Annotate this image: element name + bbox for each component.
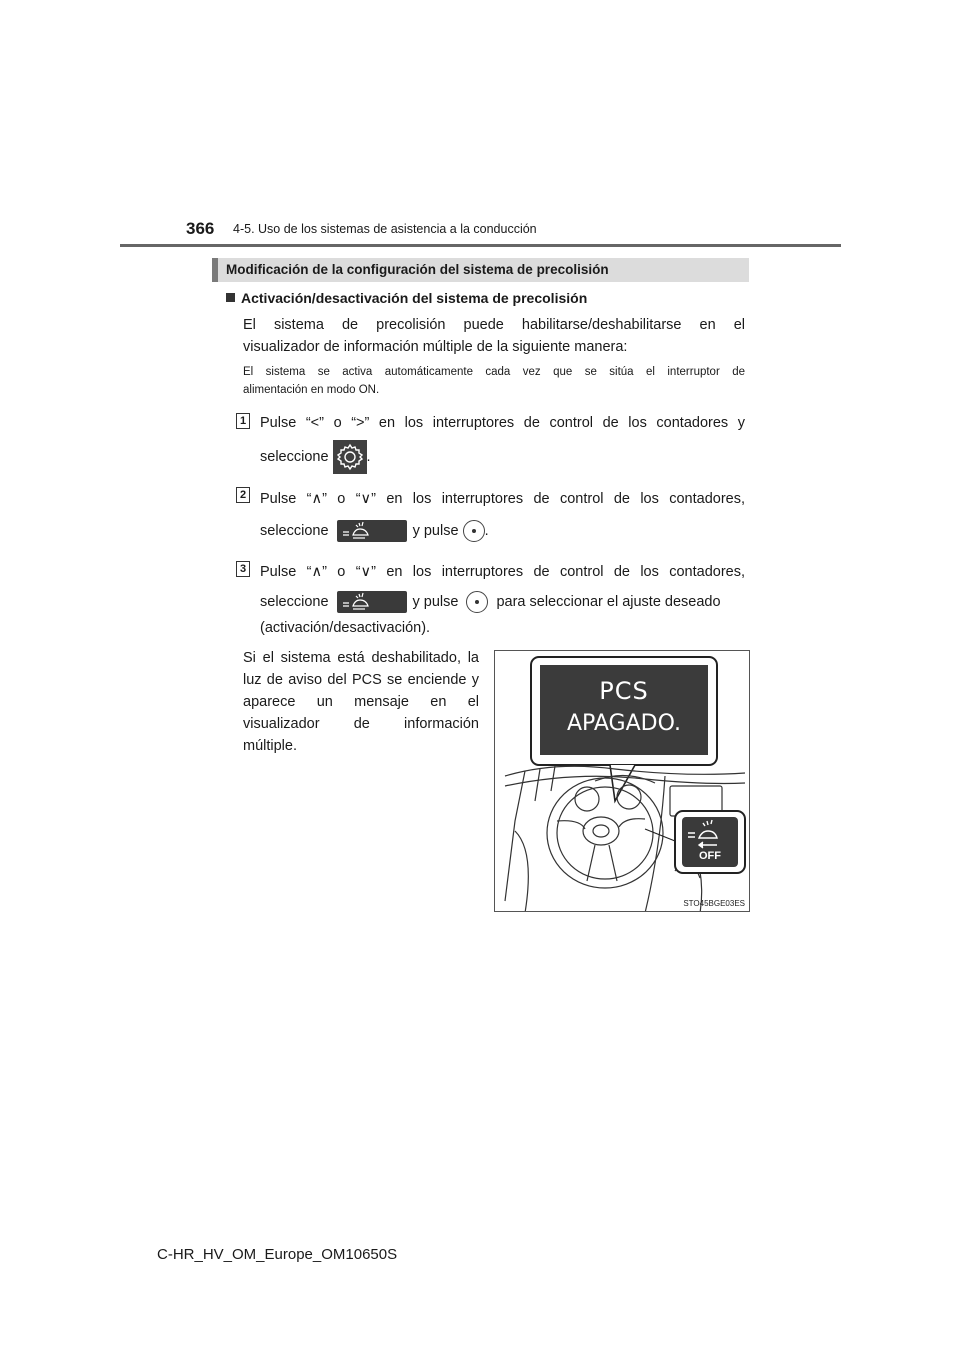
step-3-text: Pulse “∧” o “∨” en los interruptores de control de los contadores, — [260, 564, 745, 580]
step-number-1: 1 — [236, 413, 250, 429]
step-1-line-2 — [260, 440, 745, 474]
step-number-3: 3 — [236, 561, 250, 577]
screen-text-line-2: APAGADO. — [566, 711, 682, 736]
step-3-select-text: seleccione — [260, 594, 329, 610]
pcs-setting-icon — [337, 520, 407, 542]
subsection-title: Activación/desactivación del sistema de precolisión — [241, 290, 588, 306]
header-rule — [120, 244, 841, 247]
square-bullet-icon — [226, 293, 235, 302]
side-text-line-5: múltiple. — [243, 738, 297, 754]
intro-line-2: visualizador de información múltiple de la siguiente manera: — [243, 339, 628, 355]
enter-button-icon — [466, 591, 488, 613]
page-number: 366 — [186, 219, 215, 238]
step-3-line-1 — [260, 561, 745, 583]
step-3-line-2 — [260, 591, 745, 613]
dashboard-illustration — [494, 650, 750, 912]
step-3-press-text: y pulse — [412, 594, 459, 610]
pcs-setting-icon — [337, 591, 407, 613]
section-title: Modificación de la configuración del sistema de precolisión — [226, 262, 609, 277]
pcs-off-label: OFF — [699, 850, 721, 862]
document-id: C-HR_HV_OM_Europe_OM10650S — [157, 1246, 398, 1263]
step-3-line-3: (activación/desactivación). — [260, 620, 431, 636]
chapter-title: 4-5. Uso de los sistemas de asistencia a la conducción — [233, 222, 537, 236]
side-text-line-2: luz de aviso del PCS se enciende y — [243, 672, 479, 688]
settings-gear-icon — [333, 440, 367, 474]
step-2-press-text: y pulse — [412, 523, 459, 539]
step-2-period: . — [484, 523, 489, 539]
step-1-line-1 — [260, 412, 745, 434]
step-2-line-2 — [260, 520, 745, 542]
subsection-heading — [226, 290, 587, 306]
side-text-line-1: Si el sistema está deshabilitado, la — [243, 650, 479, 666]
side-text-line-4: visualizador de información — [243, 716, 479, 732]
enter-button-icon — [463, 520, 485, 542]
figure-code: STO45BGE03ES — [683, 899, 745, 908]
note-line-1: El sistema se activa automáticamente cada vez que se sitúa el interruptor de — [243, 366, 745, 378]
step-2-line-1 — [260, 488, 745, 510]
step-1-select-text: seleccione — [260, 448, 329, 465]
screen-text-line-1: PCS — [599, 677, 649, 705]
step-1-period: . — [366, 448, 371, 465]
step-3-purpose-text: para seleccionar el ajuste deseado — [496, 594, 721, 610]
step-2-text: Pulse “∧” o “∨” en los interruptores de control de los contadores, — [260, 491, 745, 507]
section-heading-bar — [212, 258, 749, 282]
step-1-text: Pulse “<” o “>” en los interruptores de control de los contadores y — [260, 415, 745, 431]
step-2-select-text: seleccione — [260, 523, 329, 539]
note-line-2: alimentación en modo ON. — [243, 384, 380, 396]
side-text-line-3: aparece un mensaje en el — [243, 694, 479, 710]
intro-line-1: El sistema de precolisión puede habilitarse/deshabilitarse en el — [243, 317, 745, 333]
step-number-2: 2 — [236, 487, 250, 503]
